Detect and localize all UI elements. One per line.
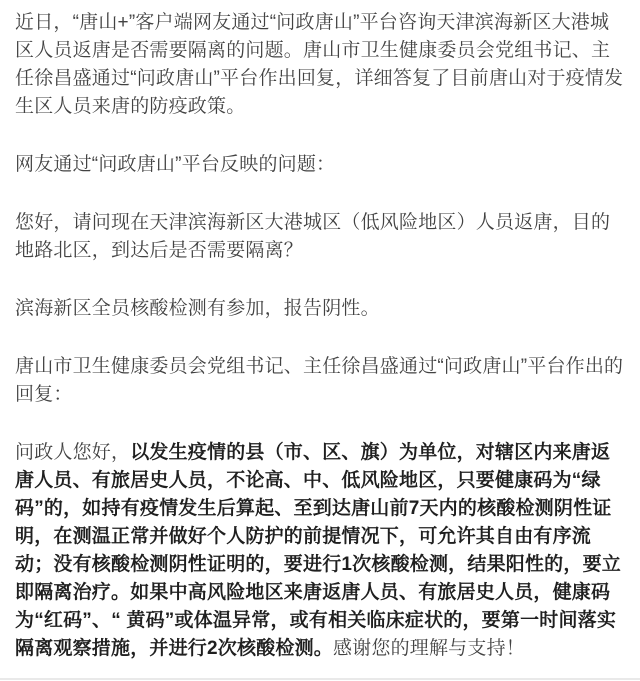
- text-segment: 问政人您好，: [15, 442, 131, 463]
- bottom-divider: [0, 678, 640, 680]
- bold-text-segment: 以发生疫情的县（市、区、旗）为单位，对辖区内来唐返唐人员、有旅居史人员，不论高、中、低风险地区，只要健康码为“绿码”的，如持有疫情发生后算起、至到达唐山前7天内的核酸检测阴性证明，在测温正常并做好个人防护的前提情况下，可允许其自由有序流动；没有核酸检测阴性证明的，要进行1次核酸检测，结果阳性的，要立即隔离治疗。如果中高风险地区来唐返唐人员、有旅居史人员，健康码为“红码”、“ 黄码”或体温异常，或有相关临床症状的，要第一时间落实隔离观察措施，并进行2次核酸检测。: [15, 442, 621, 659]
- text-segment: 您好，请问现在天津滨海新区大港城区（低风险地区）人员返唐，目的地路北区，到达后是否需要隔离？: [15, 212, 611, 261]
- paragraph: [15, 9, 625, 121]
- text-segment: 滨海新区全员核酸检测有参加，报告阴性。: [15, 298, 380, 319]
- paragraph: [15, 439, 625, 663]
- paragraph: [15, 209, 625, 265]
- text-segment: 唐山市卫生健康委员会党组书记、主任徐昌盛通过“问政唐山”平台作出的回复：: [15, 356, 624, 405]
- paragraph: [15, 295, 625, 323]
- text-segment: 近日，“唐山+”客户端网友通过“问政唐山”平台咨询天津滨海新区大港城区人员返唐是否需要隔离的问题。唐山市卫生健康委员会党组书记、主任徐昌盛通过“问政唐山”平台作出回复，详细答复了目前唐山对于疫情发生区人员来唐的防疫政策。: [15, 12, 624, 117]
- paragraph: [15, 353, 625, 409]
- text-segment: 感谢您的理解与支持！: [332, 638, 525, 659]
- text-segment: 网友通过“问政唐山”平台反映的问题：: [15, 154, 336, 175]
- paragraph: [15, 151, 625, 179]
